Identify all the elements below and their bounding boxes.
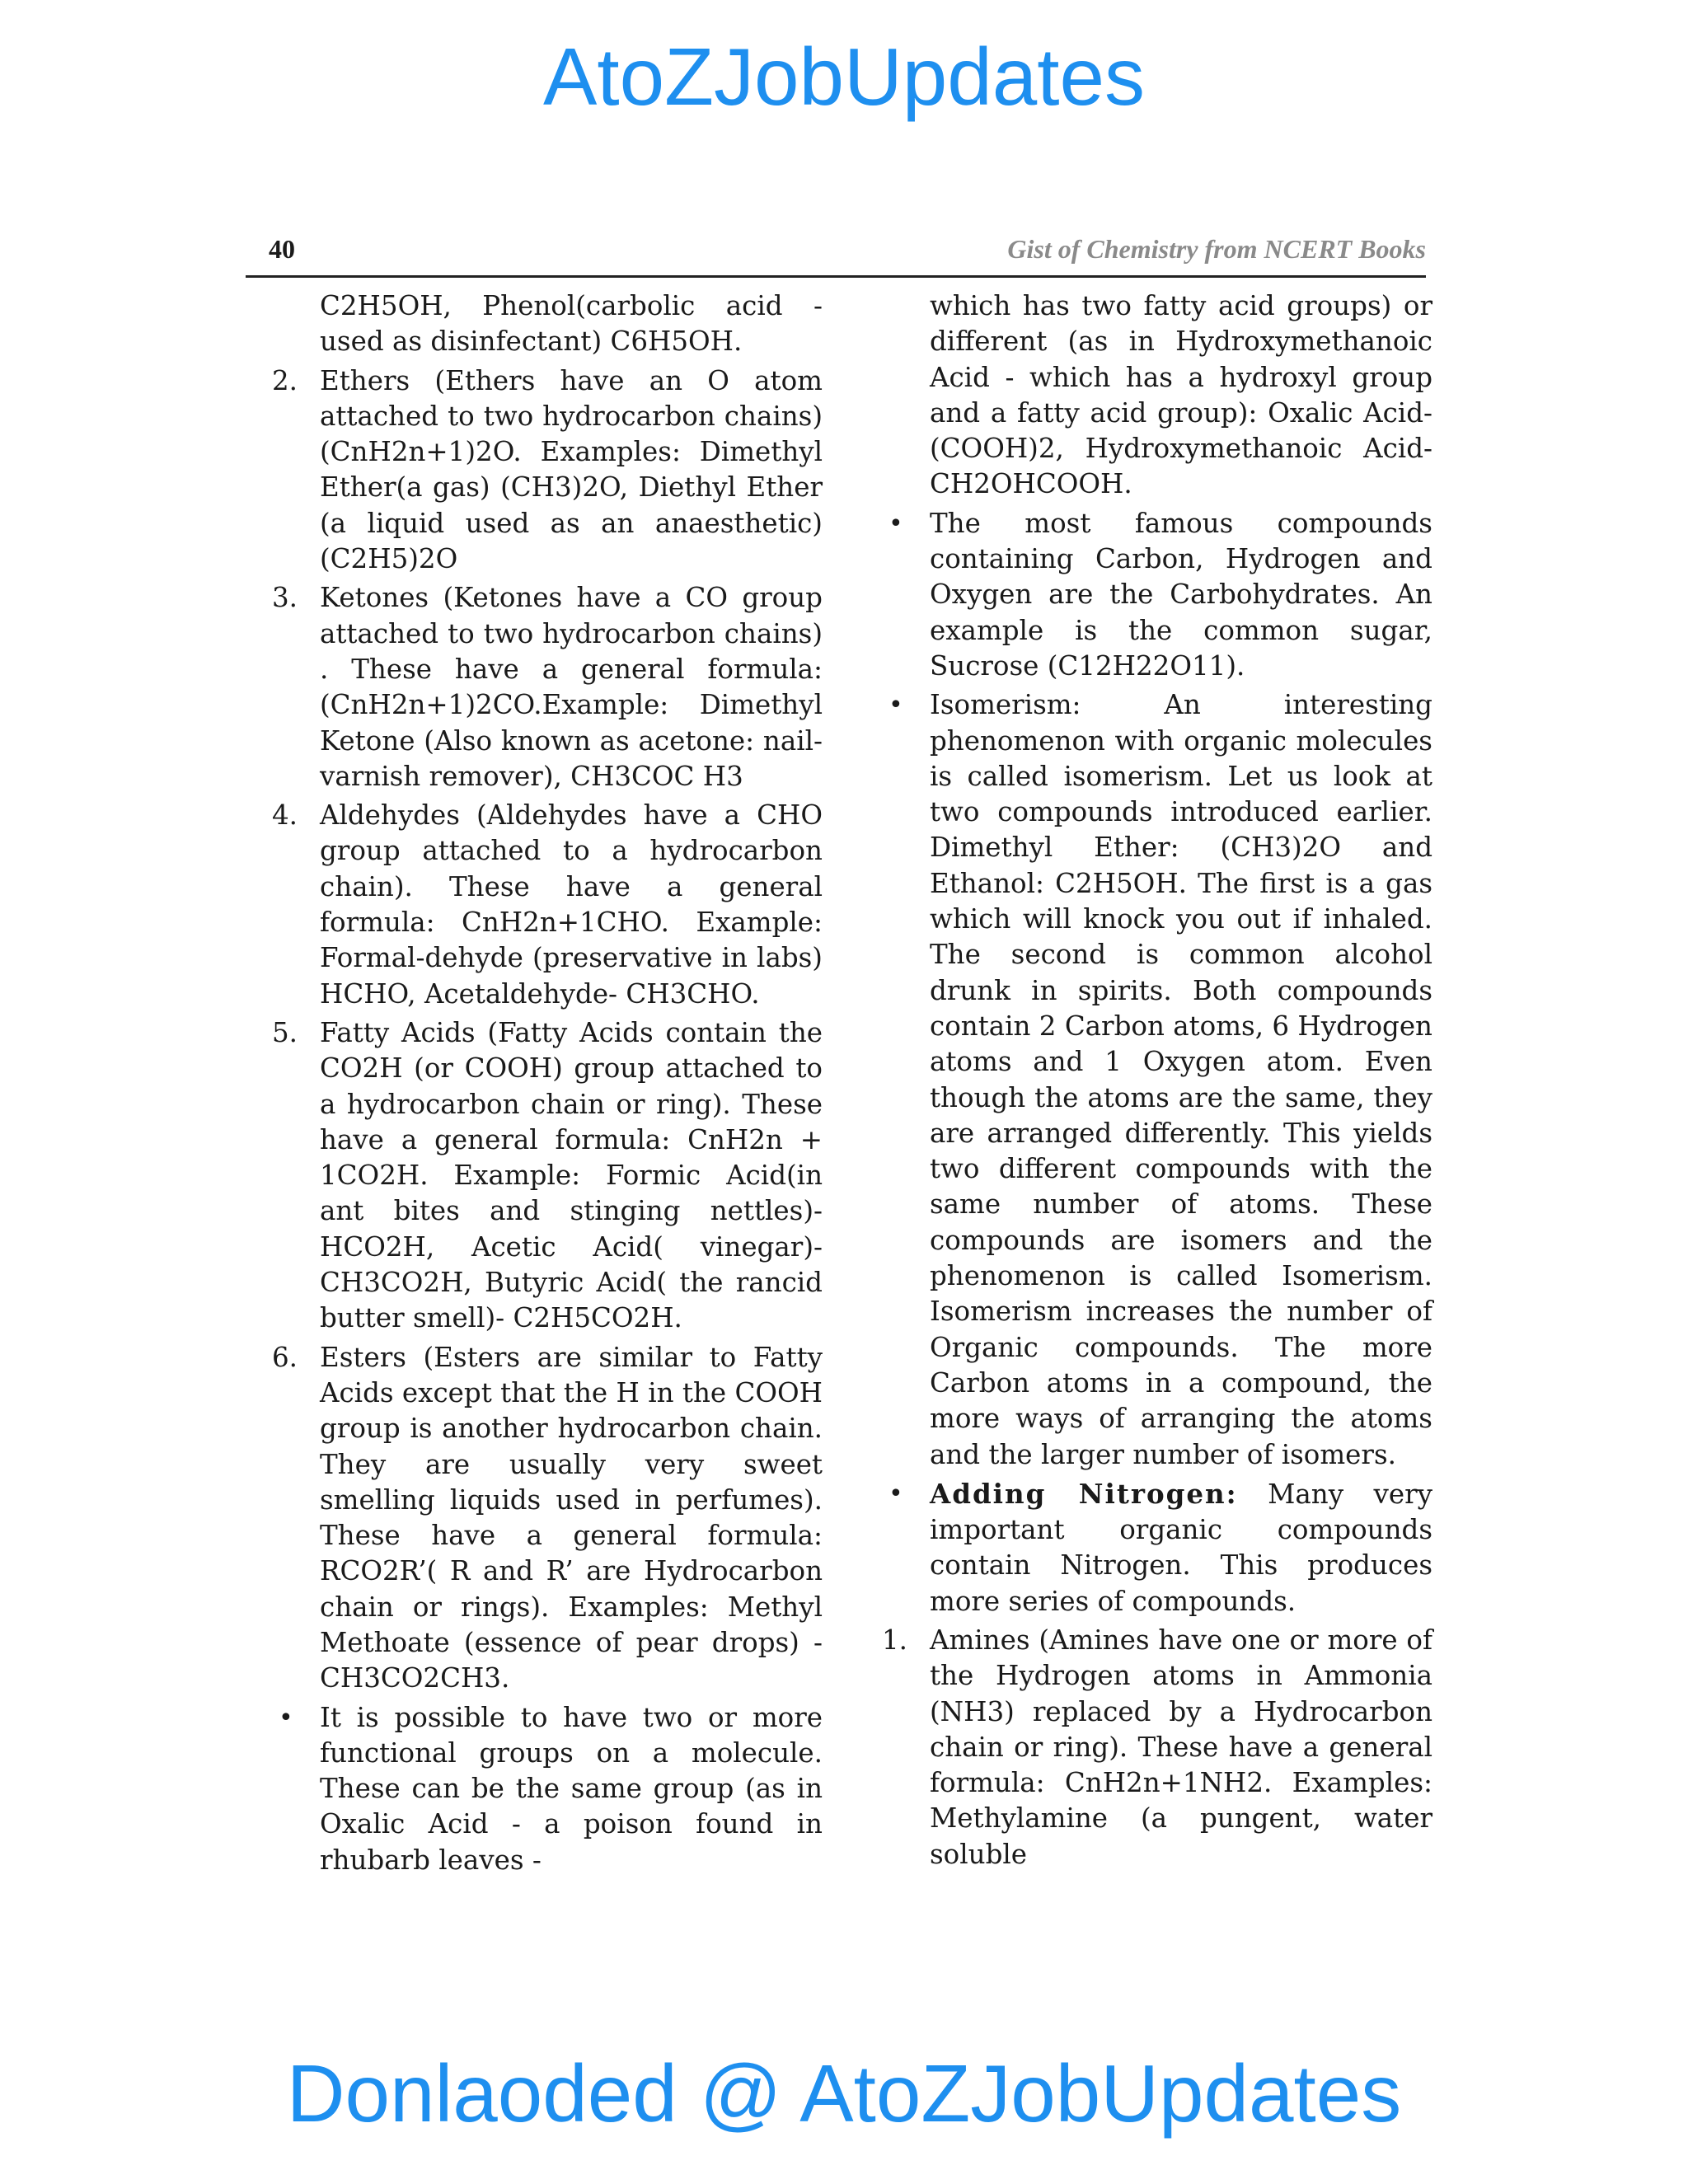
list-item-text: Aldehydes (Aldehydes have a CHO group attached to a hydrocarbon chain). These have a general formula: CnH2n+1CHO. Example: Formal-dehyde (preservative in labs) HCHO, Acetaldehyde- CH3CHO. [320,799,823,1010]
list-marker: 3. [272,582,298,614]
bullet-item-functional-groups [262,1700,823,1878]
list-item-amines [872,1623,1432,1872]
list-marker: 5. [272,1016,298,1048]
left-continuation-text: C2H5OH, Phenol(carbolic acid - used as disinfectant) C6H5OH. [320,290,823,358]
list-item-text: Amines (Amines have one or more of the Hydrogen atoms in Ammonia (NH3) replaced by a Hydrocarbon chain or ring). These have a general formula: CnH2n+1NH2. Examples: Methylamine (a pungent, water soluble [930,1624,1432,1870]
list-marker: 1. [882,1624,908,1656]
watermark-bottom: Donlaoded @ AtoZJobUpdates [286,2048,1402,2139]
bullet-item-adding-nitrogen [872,1476,1432,1619]
list-item-text: Ketones (Ketones have a CO group attached to two hydrocarbon chains) . These have a general formula: (CnH2n+1)2CO.Example: Dimethyl Ketone (Also known as acetone: nail-varnish remover), CH3COC H3 [320,582,823,792]
list-item-text: Esters (Esters are similar to Fatty Acids except that the H in the COOH group is another hydrocarbon chain. They are usually very sweet smelling liquids used in perfumes). These have a general formula: RCO2R’( R and R’ are Hydrocarbon chain or rings). Examples: Methyl Methoate (essence of pear drops) - CH3CO2CH3. [320,1341,823,1694]
list-marker: 6. [272,1341,298,1373]
left-column [262,288,823,1882]
header-rule [246,275,1426,278]
list-item-ketones [262,580,823,794]
bullet-item-isomerism [872,687,1432,1473]
running-header [246,231,1426,267]
list-marker: 2. [272,364,298,396]
bullet-icon: • [279,1703,293,1732]
list-item-esters [262,1340,823,1697]
bullet-item-carbohydrates [872,506,1432,684]
list-item-text: Isomerism: An interesting phenomenon with organic molecules is called isomerism. Let us look at two compounds introduced earlier. Dimethyl Ether: (CH3)2O and Ethanol: C2H5OH. The first is a gas which will knock you out if inhaled. The second is common alcohol drunk in spirits. Both compounds contain 2 Carbon atoms, 6 Hydrogen atoms and 1 Oxygen atom. Even though the atoms are the same, they are arranged differently. This yields two different compounds with the same number of atoms. These compounds are isomers and the phenomenon is called Isomerism. Isomerism increases the number of Organic compounds. The more Carbon atoms in a compound, the more ways of arranging the atoms and the larger number of isomers. [930,689,1432,1470]
right-continuation-text: which has two fatty acid groups) or different (as in Hydroxymethanoic Acid - which has a hydroxyl group and a fatty acid group): Oxalic Acid-(COOH)2, Hydroxymethanoic Acid-CH2OHCOOH. [930,290,1432,500]
right-column [872,288,1432,1876]
list-item-text: The most famous compounds containing Carbon, Hydrogen and Oxygen are the Carbohydrates. An example is the common sugar, Sucrose (C12H22O11). [930,507,1432,682]
list-item-fatty-acids [262,1015,823,1337]
watermark-top: AtoZJobUpdates [543,31,1145,122]
list-marker: 4. [272,799,298,832]
list-item-text: It is possible to have two or more functional groups on a molecule. These can be the same group (as in Oxalic Acid - a poison found in rhubarb leaves - [320,1701,823,1876]
list-item-text: Many very important organic compounds contain Nitrogen. This produces more series of compounds. [930,1478,1432,1617]
bullet-icon: • [889,509,903,538]
item-lead-heading: Adding Nitrogen: [930,1477,1238,1510]
list-item-ethers [262,363,823,578]
list-item-text: Fatty Acids (Fatty Acids contain the CO2H (or COOH) group attached to a hydrocarbon chain or ring). These have a general formula: CnH2n + 1CO2H. Example: Formic Acid(in ant bites and stinging nettles)- HCO2H, Acetic Acid( vinegar)- CH3CO2H, Butyric Acid( the rancid butter smell)- C2H5CO2H. [320,1016,823,1334]
book-title: Gist of Chemistry from NCERT Books [1007,234,1426,264]
list-item-text: Ethers (Ethers have an O atom attached to two hydrocarbon chains) (CnH2n+1)2O. Examples: Dimethyl Ether(a gas) (CH3)2O, Diethyl Ether (a liquid used as an anaesthetic) (C2H5)2O [320,364,823,575]
list-item-aldehydes [262,798,823,1012]
bullet-icon: • [889,1479,903,1508]
page-number: 40 [269,234,295,264]
bullet-icon: • [889,691,903,720]
